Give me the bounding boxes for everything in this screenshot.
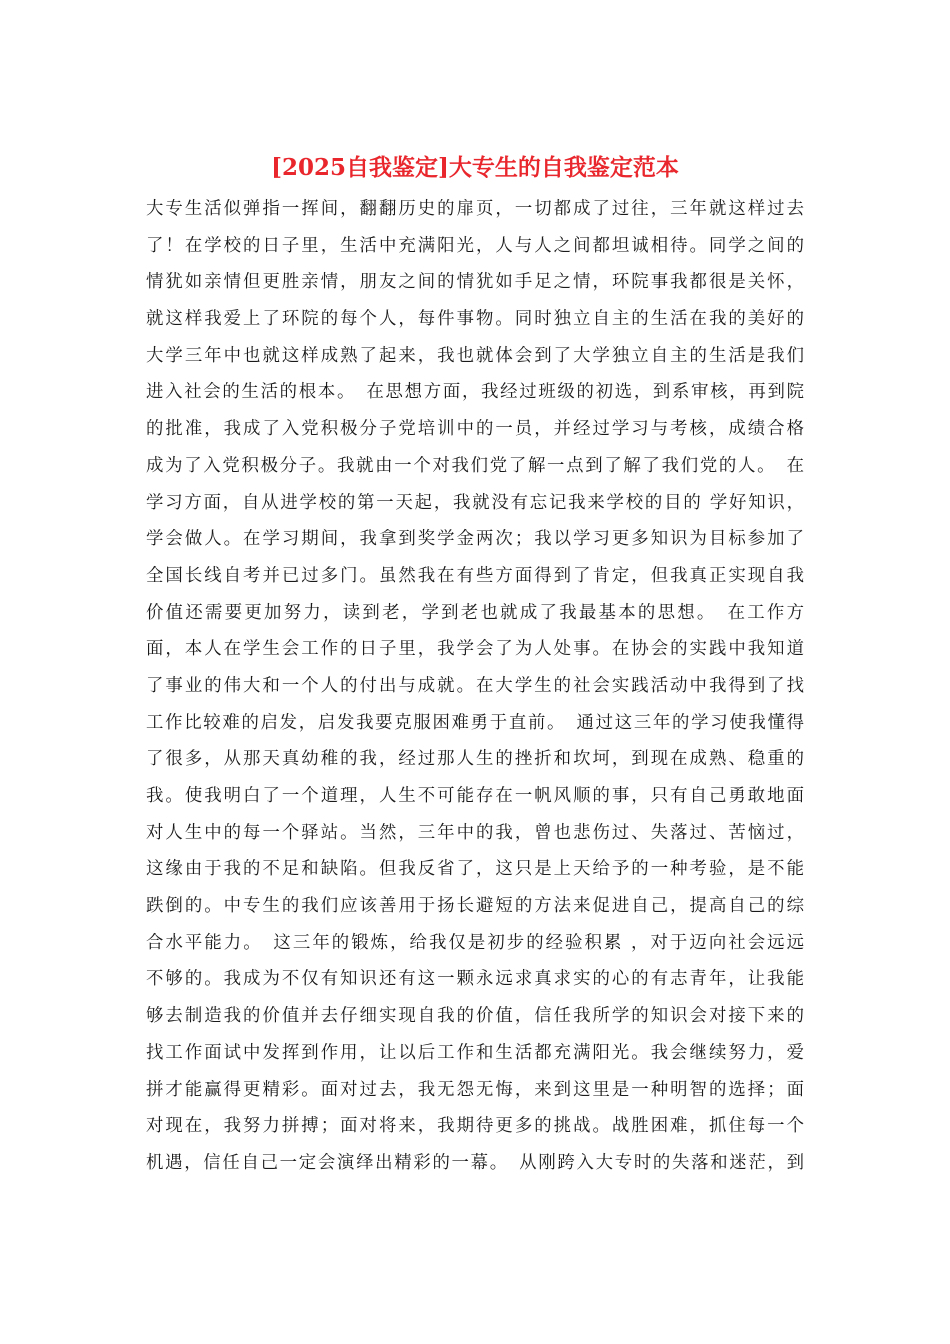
body-line: 对现在，我努力拼搏；面对将来，我期待更多的挑战。战胜困难，抓住每一个 xyxy=(146,1116,804,1137)
body-line: 这缘由于我的不足和缺陷。但我反省了，这只是上天给予的一种考验，是不能 xyxy=(146,859,804,880)
body-line: 了！在学校的日子里，生活中充满阳光，人与人之间都坦诚相待。同学之间的 xyxy=(146,235,804,256)
body-line: 学会做人。在学习期间，我拿到奖学金两次；我以学习更多知识为目标参加了 xyxy=(146,529,804,550)
document-title: [2025自我鉴定]大专生的自我鉴定范本 xyxy=(271,154,679,181)
body-line: 工作比较难的启发，启发我要克服困难勇于直前。 通过这三年的学习使我懂得 xyxy=(146,712,804,733)
body-line: 我。使我明白了一个道理，人生不可能存在一帆风顺的事，只有自己勇敢地面 xyxy=(146,786,804,806)
body-line: 成为了入党积极分子。我就由一个对我们党了解一点到了解了我们党的人。 在 xyxy=(146,455,804,476)
body-line: 机遇，信任自己一定会演绎出精彩的一幕。 从刚跨入大专时的失落和迷茫，到 xyxy=(146,1152,804,1173)
document-body xyxy=(146,191,804,1182)
body-line: 进入社会的生活的根本。 在思想方面，我经过班级的初选，到系审核，再到院 xyxy=(146,382,804,403)
body-line: 了事业的伟大和一个人的付出与成就。在大学生的社会实践活动中我得到了找 xyxy=(146,675,804,696)
body-line: 对人生中的每一个驿站。当然，三年中的我，曾也悲伤过、失落过、苦恼过， xyxy=(146,822,804,843)
body-line: 学习方面，自从进学校的第一天起，我就没有忘记我来学校的目的 学好知识， xyxy=(146,492,804,513)
body-line: 的批准，我成了入党积极分子党培训中的一员，并经过学习与考核，成绩合格 xyxy=(146,419,804,440)
body-line: 不够的。我成为不仅有知识还有这一颗永远求真求实的心的有志青年，让我能 xyxy=(146,969,804,990)
body-line: 情犹如亲情但更胜亲情，朋友之间的情犹如手足之情，环院事我都很是关怀， xyxy=(146,272,804,293)
body-line: 合水平能力。 这三年的锻炼，给我仅是初步的经验积累 ，对于迈向社会远远 xyxy=(146,932,804,953)
body-line: 就这样我爱上了环院的每个人，每件事物。同时独立自主的生活在我的美好的 xyxy=(146,309,804,330)
body-line: 够去制造我的价值并去仔细实现自我的价值，信任我所学的知识会对接下来的 xyxy=(146,1006,804,1027)
body-line: 找工作面试中发挥到作用，让以后工作和生活都充满阳光。我会继续努力，爱 xyxy=(146,1042,804,1063)
body-line: 面，本人在学生会工作的日子里，我学会了为人处事。在协会的实践中我知道 xyxy=(146,639,804,660)
body-line: 拼才能赢得更精彩。面对过去，我无怨无悔，来到这里是一种明智的选择；面 xyxy=(146,1079,804,1100)
body-line: 跌倒的。中专生的我们应该善用于扬长避短的方法来促进自己，提高自己的综 xyxy=(146,896,804,917)
body-line: 大专生活似弹指一挥间，翻翻历史的扉页，一切都成了过往，三年就这样过去 xyxy=(146,199,804,219)
body-line: 全国长线自考并已过多门。虽然我在有些方面得到了肯定，但我真正实现自我 xyxy=(146,565,804,586)
body-line: 了很多，从那天真幼稚的我，经过那人生的挫折和坎坷，到现在成熟、稳重的 xyxy=(146,749,804,770)
body-line: 价值还需要更加努力，读到老，学到老也就成了我最基本的思想。 在工作方 xyxy=(146,602,804,623)
body-line: 大学三年中也就这样成熟了起来，我也就体会到了大学独立自主的生活是我们 xyxy=(146,345,804,366)
